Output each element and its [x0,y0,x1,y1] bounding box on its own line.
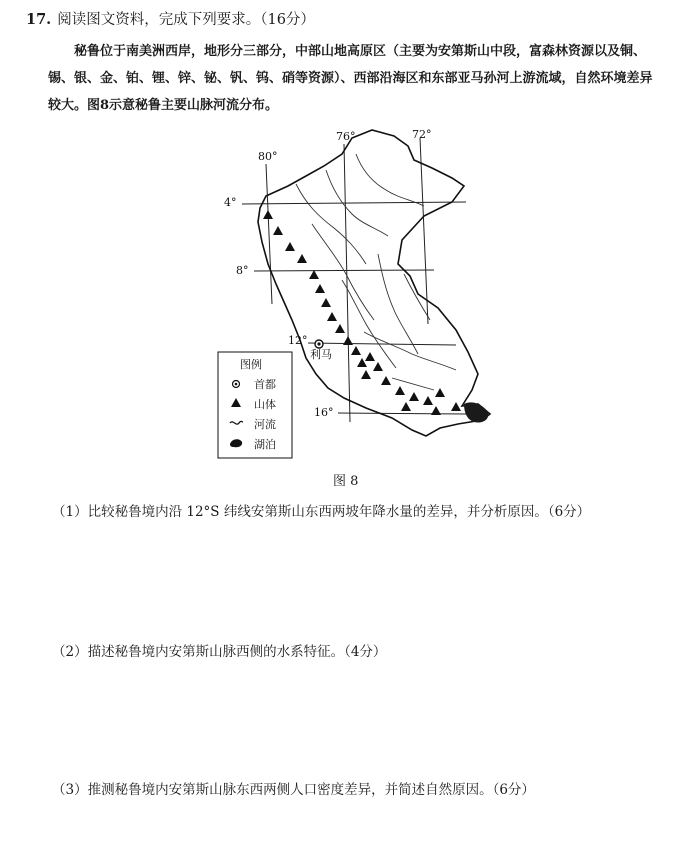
mountain-triangle-icon [335,324,345,333]
mountain-triangle-icon [365,352,375,361]
mountain-triangle-icon [409,392,419,401]
mountain-triangle-icon [315,284,325,293]
lon-label-80: 80° [258,150,278,163]
subquestion-2: （2）描述秘鲁境内安第斯山脉西侧的水系特征。（4分） [52,644,387,660]
river [356,154,424,206]
subquestion-1: （1）比较秘鲁境内沿 12°S 纬线安第斯山东西两坡年降水量的差异，并分析原因。（6分） [52,504,591,520]
lat-label-16: 16° [314,406,334,419]
mountain-triangle-icon [395,386,405,395]
mountain-triangle-icon [309,270,319,279]
meridian-80 [266,164,272,304]
material-text: 秘鲁位于南美洲西岸，地形分三部分，中部山地高原区（主要为安第斯山中段，富森林资源以及铜、锡、银、金、铂、锂、锌、铋、钒、钨、硝等资源）、西部沿海区和东部亚马孙河上游流域，自然环境差异较大。图8示意秘鲁主要山脉河流分布。 [48,44,653,113]
mountain-triangle-icon [285,242,295,251]
mountain-triangle-icon [263,210,273,219]
river [312,224,374,320]
peru-map-figure [206,124,496,464]
parallel-4 [242,202,466,204]
mountain-triangle-icon [451,402,461,411]
lat-label-8: 8° [236,264,249,277]
subquestion-3: （3）推测秘鲁境内安第斯山脉东西两侧人口密度差异，并简述自然原因。（6分） [52,782,535,798]
mountain-triangle-icon [357,358,367,367]
mountain-triangle-icon [273,226,283,235]
mountain-triangle-icon [381,376,391,385]
question-header [26,8,315,29]
mountain-triangle-icon [361,370,371,379]
mountain-triangle-icon [327,312,337,321]
lat-label-4: 4° [224,196,237,209]
mountain-triangle-icon [351,346,361,355]
lake-titicaca [464,402,488,422]
river [296,184,366,264]
mountain-triangle-icon [343,336,353,345]
peru-outline [258,130,490,436]
river [378,254,418,354]
mountain-markers [263,210,461,415]
lon-label-72: 72° [412,128,432,141]
legend-capital-label: 首都 [254,378,276,391]
parallel-12 [308,343,456,345]
legend-river-label: 河流 [254,418,276,431]
capital-label: 利马 [310,348,332,361]
mountain-triangle-icon [297,254,307,263]
capital-dot-icon [317,342,320,345]
question-number: 17. [26,11,52,28]
question-stem: 阅读图文资料，完成下列要求。（16分） [57,12,315,28]
mountain-triangle-icon [401,402,411,411]
legend-mountain-label: 山体 [254,398,276,411]
river [392,378,434,390]
map-legend [218,352,292,458]
mountain-triangle-icon [373,362,383,371]
legend-lake-label: 湖泊 [254,438,276,451]
figure-caption: 图 8 [333,474,359,489]
mountain-triangle-icon [321,298,331,307]
legend-title: 图例 [240,358,262,371]
mountain-triangle-icon [431,406,441,415]
parallel-16 [338,413,466,414]
question-material [48,38,654,119]
mountain-triangle-icon [423,396,433,405]
lon-label-76: 76° [336,130,356,143]
lat-label-12: 12° [288,334,308,347]
mountain-triangle-icon [435,388,445,397]
meridian-76 [344,144,350,422]
